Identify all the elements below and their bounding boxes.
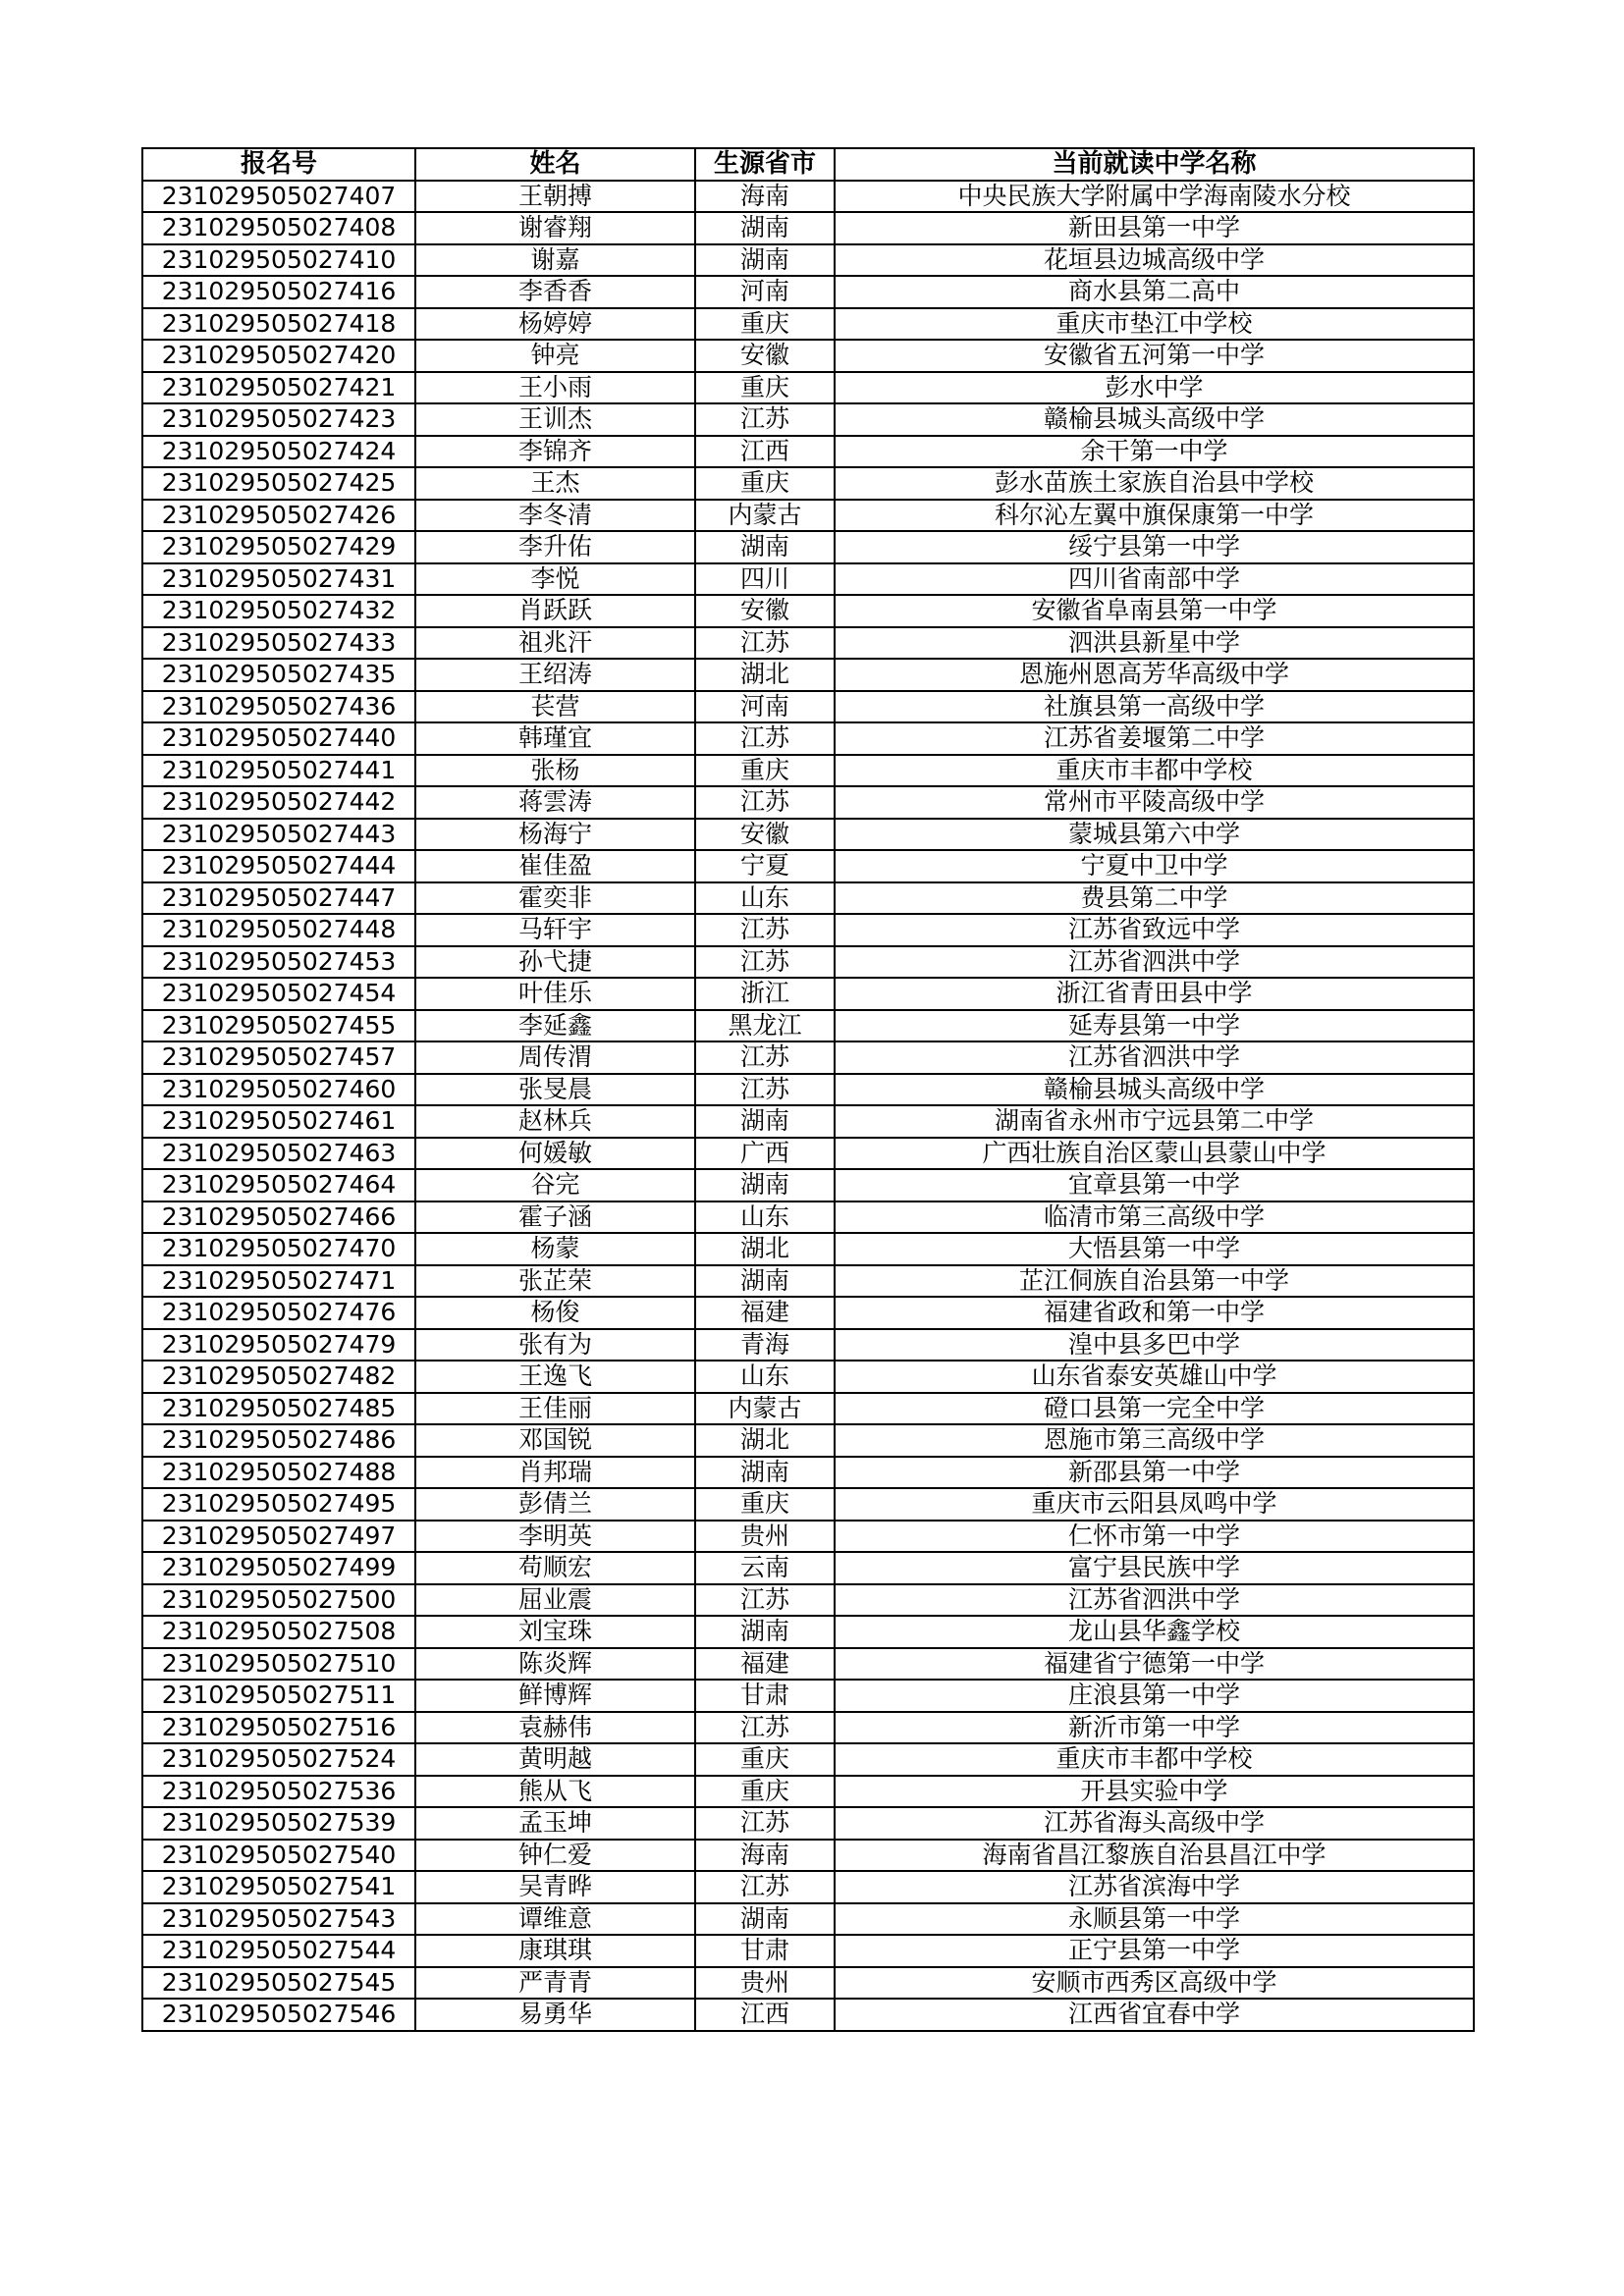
cell-name: 马轩宇: [415, 914, 695, 946]
cell-province: 重庆: [695, 1776, 835, 1808]
cell-school: 江苏省泗洪中学: [835, 946, 1474, 979]
cell-province: 江苏: [695, 1712, 835, 1744]
cell-registration-number: 231029505027454: [142, 978, 415, 1010]
cell-name: 李锦齐: [415, 436, 695, 468]
table-row: [142, 436, 1474, 468]
table-row: [142, 1233, 1474, 1265]
cell-name: 钟仁爱: [415, 1840, 695, 1872]
cell-school: 广西壮族自治区蒙山县蒙山中学: [835, 1138, 1474, 1170]
cell-province: 江苏: [695, 1041, 835, 1074]
cell-registration-number: 231029505027418: [142, 308, 415, 341]
cell-school: 蒙城县第六中学: [835, 819, 1474, 851]
cell-name: 霍奕非: [415, 882, 695, 915]
cell-registration-number: 231029505027444: [142, 850, 415, 882]
cell-name: 鲜博辉: [415, 1680, 695, 1712]
cell-school: 大悟县第一中学: [835, 1233, 1474, 1265]
cell-registration-number: 231029505027488: [142, 1457, 415, 1489]
cell-registration-number: 231029505027466: [142, 1201, 415, 1234]
cell-school: 富宁县民族中学: [835, 1552, 1474, 1584]
cell-registration-number: 231029505027453: [142, 946, 415, 979]
table-row: [142, 1967, 1474, 2000]
cell-registration-number: 231029505027476: [142, 1297, 415, 1329]
cell-registration-number: 231029505027536: [142, 1776, 415, 1808]
cell-school: 中央民族大学附属中学海南陵水分校: [835, 181, 1474, 213]
cell-name: 王朝搏: [415, 181, 695, 213]
cell-school: 江苏省泗洪中学: [835, 1584, 1474, 1617]
cell-name: 熊从飞: [415, 1776, 695, 1808]
table-row: [142, 181, 1474, 213]
cell-registration-number: 231029505027541: [142, 1871, 415, 1903]
cell-name: 祖兆汗: [415, 627, 695, 660]
cell-name: 袁赫伟: [415, 1712, 695, 1744]
cell-school: 福建省政和第一中学: [835, 1297, 1474, 1329]
table-row: [142, 1488, 1474, 1521]
cell-name: 赵林兵: [415, 1105, 695, 1138]
cell-name: 刘宝珠: [415, 1616, 695, 1648]
table-row: [142, 1840, 1474, 1872]
header-registration-number: 报名号: [142, 148, 415, 181]
cell-school: 开县实验中学: [835, 1776, 1474, 1808]
cell-name: 康琪琪: [415, 1935, 695, 1967]
cell-registration-number: 231029505027539: [142, 1807, 415, 1840]
table-row: [142, 1329, 1474, 1362]
cell-registration-number: 231029505027433: [142, 627, 415, 660]
cell-province: 湖南: [695, 531, 835, 563]
cell-registration-number: 231029505027461: [142, 1105, 415, 1138]
table-row: [142, 1712, 1474, 1744]
cell-school: 江西省宜春中学: [835, 1999, 1474, 2031]
cell-province: 江苏: [695, 403, 835, 436]
cell-school: 永顺县第一中学: [835, 1903, 1474, 1936]
cell-school: 江苏省海头高级中学: [835, 1807, 1474, 1840]
table-row: [142, 531, 1474, 563]
cell-school: 社旗县第一高级中学: [835, 691, 1474, 723]
table-row: [142, 276, 1474, 308]
cell-province: 江苏: [695, 1871, 835, 1903]
table-row: [142, 1648, 1474, 1681]
cell-province: 江苏: [695, 914, 835, 946]
cell-name: 王逸飞: [415, 1361, 695, 1393]
table-row: [142, 1393, 1474, 1425]
cell-registration-number: 231029505027495: [142, 1488, 415, 1521]
cell-registration-number: 231029505027435: [142, 659, 415, 691]
cell-province: 重庆: [695, 1488, 835, 1521]
cell-school: 安顺市西秀区高级中学: [835, 1967, 1474, 2000]
cell-province: 湖北: [695, 659, 835, 691]
cell-school: 江苏省致远中学: [835, 914, 1474, 946]
header-name: 姓名: [415, 148, 695, 181]
cell-registration-number: 231029505027436: [142, 691, 415, 723]
cell-registration-number: 231029505027540: [142, 1840, 415, 1872]
table-row: [142, 1169, 1474, 1201]
cell-registration-number: 231029505027500: [142, 1584, 415, 1617]
cell-registration-number: 231029505027543: [142, 1903, 415, 1936]
cell-province: 湖南: [695, 1457, 835, 1489]
cell-school: 正宁县第一中学: [835, 1935, 1474, 1967]
cell-school: 赣榆县城头高级中学: [835, 1074, 1474, 1106]
cell-registration-number: 231029505027416: [142, 276, 415, 308]
cell-registration-number: 231029505027423: [142, 403, 415, 436]
cell-school: 重庆市丰都中学校: [835, 755, 1474, 787]
table-row: [142, 786, 1474, 819]
table-row: [142, 1041, 1474, 1074]
table-row: [142, 978, 1474, 1010]
cell-province: 江苏: [695, 946, 835, 979]
cell-province: 重庆: [695, 308, 835, 341]
table-row: [142, 1424, 1474, 1457]
cell-name: 谷完: [415, 1169, 695, 1201]
cell-province: 甘肃: [695, 1680, 835, 1712]
cell-registration-number: 231029505027497: [142, 1521, 415, 1553]
cell-registration-number: 231029505027421: [142, 372, 415, 404]
table-row: [142, 1903, 1474, 1936]
table-row: [142, 1201, 1474, 1234]
table-row: [142, 850, 1474, 882]
table-row: [142, 595, 1474, 627]
cell-school: 临清市第三高级中学: [835, 1201, 1474, 1234]
table-row: [142, 308, 1474, 341]
table-row: [142, 1361, 1474, 1393]
cell-school: 彭水苗族土家族自治县中学校: [835, 467, 1474, 500]
cell-registration-number: 231029505027431: [142, 563, 415, 596]
cell-registration-number: 231029505027544: [142, 1935, 415, 1967]
cell-name: 王绍涛: [415, 659, 695, 691]
cell-school: 安徽省五河第一中学: [835, 340, 1474, 372]
cell-school: 江苏省泗洪中学: [835, 1041, 1474, 1074]
table-row: [142, 691, 1474, 723]
cell-province: 江苏: [695, 1584, 835, 1617]
cell-registration-number: 231029505027448: [142, 914, 415, 946]
cell-province: 江苏: [695, 627, 835, 660]
cell-school: 重庆市垫江中学校: [835, 308, 1474, 341]
table-row: [142, 1807, 1474, 1840]
cell-province: 湖南: [695, 1169, 835, 1201]
cell-registration-number: 231029505027432: [142, 595, 415, 627]
cell-school: 科尔沁左翼中旗保康第一中学: [835, 500, 1474, 532]
cell-school: 重庆市云阳县凤鸣中学: [835, 1488, 1474, 1521]
cell-school: 宜章县第一中学: [835, 1169, 1474, 1201]
cell-name: 叶佳乐: [415, 978, 695, 1010]
cell-registration-number: 231029505027410: [142, 244, 415, 277]
cell-province: 重庆: [695, 372, 835, 404]
cell-registration-number: 231029505027460: [142, 1074, 415, 1106]
cell-province: 湖南: [695, 212, 835, 244]
cell-province: 重庆: [695, 467, 835, 500]
table-row: [142, 882, 1474, 915]
cell-province: 贵州: [695, 1967, 835, 2000]
cell-province: 福建: [695, 1648, 835, 1681]
cell-name: 李冬清: [415, 500, 695, 532]
cell-name: 谢睿翔: [415, 212, 695, 244]
cell-name: 杨婷婷: [415, 308, 695, 341]
table-row: [142, 1999, 1474, 2031]
cell-province: 山东: [695, 882, 835, 915]
table-body: [142, 181, 1474, 2031]
cell-province: 湖南: [695, 1105, 835, 1138]
cell-school: 赣榆县城头高级中学: [835, 403, 1474, 436]
cell-province: 江西: [695, 1999, 835, 2031]
cell-registration-number: 231029505027447: [142, 882, 415, 915]
cell-province: 重庆: [695, 1743, 835, 1776]
table-row: [142, 500, 1474, 532]
cell-registration-number: 231029505027425: [142, 467, 415, 500]
cell-registration-number: 231029505027420: [142, 340, 415, 372]
table-row: [142, 755, 1474, 787]
cell-school: 湟中县多巴中学: [835, 1329, 1474, 1362]
cell-name: 张有为: [415, 1329, 695, 1362]
cell-province: 浙江: [695, 978, 835, 1010]
cell-province: 江西: [695, 436, 835, 468]
cell-registration-number: 231029505027442: [142, 786, 415, 819]
cell-registration-number: 231029505027457: [142, 1041, 415, 1074]
cell-school: 宁夏中卫中学: [835, 850, 1474, 882]
cell-registration-number: 231029505027440: [142, 722, 415, 755]
cell-registration-number: 231029505027545: [142, 1967, 415, 2000]
cell-province: 河南: [695, 691, 835, 723]
cell-name: 张旻晨: [415, 1074, 695, 1106]
cell-registration-number: 231029505027516: [142, 1712, 415, 1744]
cell-name: 邓国锐: [415, 1424, 695, 1457]
cell-registration-number: 231029505027511: [142, 1680, 415, 1712]
table-row: [142, 1457, 1474, 1489]
cell-name: 崔佳盈: [415, 850, 695, 882]
cell-province: 山东: [695, 1361, 835, 1393]
cell-registration-number: 231029505027455: [142, 1010, 415, 1042]
cell-registration-number: 231029505027471: [142, 1265, 415, 1298]
table-row: [142, 1776, 1474, 1808]
table-row: [142, 1935, 1474, 1967]
cell-school: 庄浪县第一中学: [835, 1680, 1474, 1712]
header-school: 当前就读中学名称: [835, 148, 1474, 181]
cell-name: 陈炎辉: [415, 1648, 695, 1681]
cell-name: 谭维意: [415, 1903, 695, 1936]
cell-name: 韩瑾宜: [415, 722, 695, 755]
cell-name: 李香香: [415, 276, 695, 308]
cell-school: 新田县第一中学: [835, 212, 1474, 244]
cell-name: 肖邦瑞: [415, 1457, 695, 1489]
cell-registration-number: 231029505027485: [142, 1393, 415, 1425]
cell-registration-number: 231029505027546: [142, 1999, 415, 2031]
cell-province: 贵州: [695, 1521, 835, 1553]
cell-province: 江苏: [695, 1807, 835, 1840]
cell-province: 河南: [695, 276, 835, 308]
cell-name: 张杨: [415, 755, 695, 787]
cell-name: 杨俊: [415, 1297, 695, 1329]
table-row: [142, 563, 1474, 596]
cell-registration-number: 231029505027426: [142, 500, 415, 532]
table-row: [142, 244, 1474, 277]
cell-school: 江苏省滨海中学: [835, 1871, 1474, 1903]
cell-school: 磴口县第一完全中学: [835, 1393, 1474, 1425]
cell-school: 常州市平陵高级中学: [835, 786, 1474, 819]
cell-registration-number: 231029505027429: [142, 531, 415, 563]
table-row: [142, 819, 1474, 851]
cell-province: 重庆: [695, 755, 835, 787]
table-row: [142, 722, 1474, 755]
cell-province: 福建: [695, 1297, 835, 1329]
cell-registration-number: 231029505027408: [142, 212, 415, 244]
cell-name: 何媛敏: [415, 1138, 695, 1170]
cell-registration-number: 231029505027508: [142, 1616, 415, 1648]
cell-registration-number: 231029505027524: [142, 1743, 415, 1776]
cell-name: 谢嘉: [415, 244, 695, 277]
cell-school: 新沂市第一中学: [835, 1712, 1474, 1744]
cell-school: 仁怀市第一中学: [835, 1521, 1474, 1553]
cell-province: 甘肃: [695, 1935, 835, 1967]
cell-school: 湖南省永州市宁远县第二中学: [835, 1105, 1474, 1138]
cell-name: 严青青: [415, 1967, 695, 2000]
cell-province: 安徽: [695, 819, 835, 851]
cell-name: 杨蒙: [415, 1233, 695, 1265]
cell-school: 延寿县第一中学: [835, 1010, 1474, 1042]
cell-province: 湖北: [695, 1424, 835, 1457]
cell-school: 商水县第二高中: [835, 276, 1474, 308]
cell-school: 新邵县第一中学: [835, 1457, 1474, 1489]
cell-registration-number: 231029505027463: [142, 1138, 415, 1170]
table-row: [142, 1105, 1474, 1138]
cell-school: 江苏省姜堰第二中学: [835, 722, 1474, 755]
cell-name: 李明英: [415, 1521, 695, 1553]
cell-registration-number: 231029505027441: [142, 755, 415, 787]
cell-school: 芷江侗族自治县第一中学: [835, 1265, 1474, 1298]
cell-province: 海南: [695, 181, 835, 213]
cell-name: 李升佑: [415, 531, 695, 563]
cell-name: 易勇华: [415, 1999, 695, 2031]
cell-province: 内蒙古: [695, 1393, 835, 1425]
cell-school: 彭水中学: [835, 372, 1474, 404]
cell-school: 余干第一中学: [835, 436, 1474, 468]
table-row: [142, 1584, 1474, 1617]
cell-registration-number: 231029505027424: [142, 436, 415, 468]
cell-province: 安徽: [695, 595, 835, 627]
cell-province: 湖北: [695, 1233, 835, 1265]
cell-name: 杨海宁: [415, 819, 695, 851]
table-row: [142, 1521, 1474, 1553]
cell-province: 湖南: [695, 1616, 835, 1648]
cell-name: 张芷荣: [415, 1265, 695, 1298]
table-row: [142, 1680, 1474, 1712]
cell-name: 李延鑫: [415, 1010, 695, 1042]
cell-name: 孙弋捷: [415, 946, 695, 979]
cell-name: 周传渭: [415, 1041, 695, 1074]
cell-province: 内蒙古: [695, 500, 835, 532]
cell-province: 江苏: [695, 722, 835, 755]
cell-school: 福建省宁德第一中学: [835, 1648, 1474, 1681]
cell-registration-number: 231029505027464: [142, 1169, 415, 1201]
table-row: [142, 1297, 1474, 1329]
cell-province: 安徽: [695, 340, 835, 372]
cell-school: 海南省昌江黎族自治县昌江中学: [835, 1840, 1474, 1872]
cell-province: 江苏: [695, 1074, 835, 1106]
cell-province: 宁夏: [695, 850, 835, 882]
cell-registration-number: 231029505027510: [142, 1648, 415, 1681]
cell-school: 泗洪县新星中学: [835, 627, 1474, 660]
table-row: [142, 340, 1474, 372]
cell-school: 浙江省青田县中学: [835, 978, 1474, 1010]
cell-registration-number: 231029505027470: [142, 1233, 415, 1265]
table-row: [142, 1010, 1474, 1042]
cell-province: 海南: [695, 1840, 835, 1872]
table-row: [142, 1074, 1474, 1106]
cell-name: 王小雨: [415, 372, 695, 404]
table-row: [142, 467, 1474, 500]
candidate-table: [141, 147, 1475, 2032]
cell-registration-number: 231029505027443: [142, 819, 415, 851]
table-row: [142, 403, 1474, 436]
cell-province: 湖南: [695, 244, 835, 277]
cell-province: 山东: [695, 1201, 835, 1234]
cell-name: 苟顺宏: [415, 1552, 695, 1584]
cell-registration-number: 231029505027479: [142, 1329, 415, 1362]
table-row: [142, 659, 1474, 691]
cell-province: 湖南: [695, 1265, 835, 1298]
cell-registration-number: 231029505027486: [142, 1424, 415, 1457]
table-row: [142, 627, 1474, 660]
table-row: [142, 372, 1474, 404]
cell-province: 江苏: [695, 786, 835, 819]
cell-name: 彭倩兰: [415, 1488, 695, 1521]
cell-registration-number: 231029505027407: [142, 181, 415, 213]
cell-name: 孟玉坤: [415, 1807, 695, 1840]
table-row: [142, 914, 1474, 946]
cell-province: 云南: [695, 1552, 835, 1584]
table-row: [142, 212, 1474, 244]
cell-school: 龙山县华鑫学校: [835, 1616, 1474, 1648]
cell-registration-number: 231029505027482: [142, 1361, 415, 1393]
cell-name: 屈业震: [415, 1584, 695, 1617]
cell-name: 肖跃跃: [415, 595, 695, 627]
cell-school: 恩施市第三高级中学: [835, 1424, 1474, 1457]
cell-name: 钟亮: [415, 340, 695, 372]
cell-school: 绥宁县第一中学: [835, 531, 1474, 563]
cell-name: 王佳丽: [415, 1393, 695, 1425]
cell-name: 蒋雲涛: [415, 786, 695, 819]
table-row: [142, 1138, 1474, 1170]
cell-registration-number: 231029505027499: [142, 1552, 415, 1584]
cell-province: 湖南: [695, 1903, 835, 1936]
table-row: [142, 1871, 1474, 1903]
cell-name: 黄明越: [415, 1743, 695, 1776]
cell-school: 重庆市丰都中学校: [835, 1743, 1474, 1776]
cell-school: 恩施州恩高芳华高级中学: [835, 659, 1474, 691]
cell-province: 黑龙江: [695, 1010, 835, 1042]
cell-school: 花垣县边城高级中学: [835, 244, 1474, 277]
cell-province: 青海: [695, 1329, 835, 1362]
cell-province: 四川: [695, 563, 835, 596]
cell-name: 苌营: [415, 691, 695, 723]
cell-province: 广西: [695, 1138, 835, 1170]
table-row: [142, 946, 1474, 979]
cell-name: 霍子涵: [415, 1201, 695, 1234]
cell-name: 吴青晔: [415, 1871, 695, 1903]
header-province: 生源省市: [695, 148, 835, 181]
cell-name: 王训杰: [415, 403, 695, 436]
table-row: [142, 1552, 1474, 1584]
cell-school: 山东省泰安英雄山中学: [835, 1361, 1474, 1393]
cell-school: 四川省南部中学: [835, 563, 1474, 596]
table-row: [142, 1265, 1474, 1298]
header-row: [142, 148, 1474, 181]
table-row: [142, 1616, 1474, 1648]
cell-name: 李悦: [415, 563, 695, 596]
cell-name: 王杰: [415, 467, 695, 500]
cell-school: 安徽省阜南县第一中学: [835, 595, 1474, 627]
cell-school: 费县第二中学: [835, 882, 1474, 915]
table-row: [142, 1743, 1474, 1776]
